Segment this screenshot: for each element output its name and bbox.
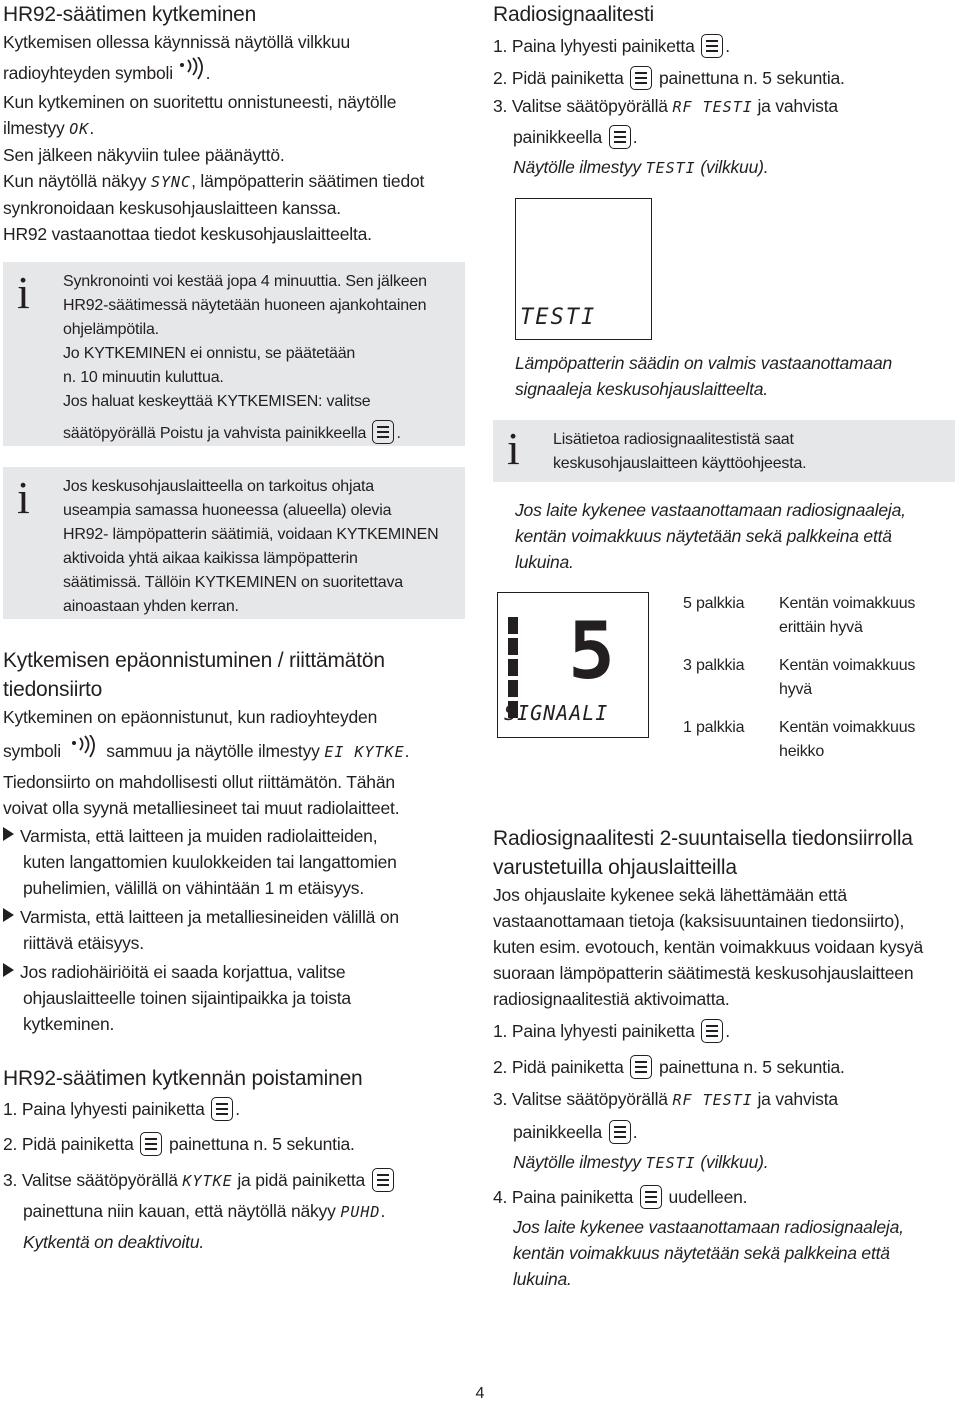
menu-button-icon bbox=[140, 1132, 162, 1156]
lcd-display-testi bbox=[515, 198, 652, 340]
display-text-testi: TESTI bbox=[645, 1154, 696, 1172]
display-text-testi: TESTI bbox=[645, 159, 696, 177]
menu-button-icon bbox=[372, 1168, 394, 1192]
menu-button-icon bbox=[609, 125, 631, 149]
menu-button-icon bbox=[630, 1055, 652, 1079]
lcd-signal-label: SIGNAALI bbox=[504, 701, 609, 725]
info-note-multiple: i Jos keskusohjauslaitteella on tarkoitus ohjata useampia samassa huoneessa (alueella) olevia HR92- lämpöpatterin säätimiä, voidaan KYTKEMINEN aktivoida yhtä aikaa kaikissa lämpöpatterin säätimissä. Tällöin KYTKEMINEN on suoritettava ainoastaan yhden kerran. bbox=[3, 467, 465, 619]
menu-button-icon bbox=[701, 1019, 723, 1043]
menu-button-icon bbox=[372, 420, 394, 444]
info-note-sync: i Synkronointi voi kestää jopa 4 minuuttia. Sen jälkeen HR92-säätimessä näytetään huoneen ajankohtainen ohjelämpötila. Jo KYTKEMINEN ei onnistu, se päätetään n. 10 minuutin kuluttua. Jos haluat keskeyttää KYTKEMISEN: valitse säätöpyörällä Poistu ja vahvista painikkeella . bbox=[3, 262, 465, 446]
display-text-ei-kytke: EI KYTKE bbox=[324, 743, 405, 761]
info-icon: i bbox=[507, 423, 520, 474]
section-title-radio-test: Radiosignaalitesti bbox=[493, 3, 654, 26]
arrow-bullet-icon bbox=[3, 963, 14, 977]
display-text-rf-testi: RF TESTI bbox=[672, 98, 753, 116]
radio-signal-icon bbox=[178, 57, 206, 83]
display-text-sync: SYNC bbox=[150, 173, 192, 191]
menu-button-icon bbox=[640, 1185, 662, 1209]
info-icon: i bbox=[17, 472, 30, 523]
arrow-bullet-icon bbox=[3, 908, 14, 922]
display-text-puhd: PUHD bbox=[340, 1203, 381, 1221]
lcd-display-label: TESTI bbox=[520, 305, 597, 330]
menu-button-icon bbox=[609, 1120, 631, 1144]
section-title-pairing: HR92-säätimen kytkeminen bbox=[3, 3, 257, 26]
arrow-bullet-icon bbox=[3, 827, 14, 841]
display-text-kytke: KYTKE bbox=[182, 1172, 233, 1190]
text: radioyhteyden symboli bbox=[3, 63, 173, 83]
menu-button-icon bbox=[211, 1097, 233, 1121]
info-note-radio-test: i Lisätietoa radiosignaalitestistä saat keskusohjauslaitteen käyttöohjeesta. bbox=[493, 420, 955, 482]
text: Kytkemisen ollessa käynnissä näytöllä vilkkuu bbox=[3, 32, 350, 52]
signal-strength-number: 5 bbox=[568, 607, 615, 697]
menu-button-icon bbox=[630, 66, 652, 90]
display-text-rf-testi: RF TESTI bbox=[672, 1091, 753, 1109]
display-text-ok: OK bbox=[69, 120, 90, 138]
section-title-two-way: Radiosignaalitesti 2-suuntaisella tiedonsiirrolla bbox=[493, 827, 913, 850]
radio-signal-icon bbox=[66, 735, 102, 761]
menu-button-icon bbox=[701, 34, 723, 58]
lcd-display-signal bbox=[497, 592, 649, 738]
section-title-unpair: HR92-säätimen kytkennän poistaminen bbox=[3, 1067, 363, 1090]
info-icon: i bbox=[17, 267, 30, 318]
page-number: 4 bbox=[475, 1385, 485, 1402]
section-title-failure: Kytkemisen epäonnistuminen / riittämätön bbox=[3, 649, 385, 672]
